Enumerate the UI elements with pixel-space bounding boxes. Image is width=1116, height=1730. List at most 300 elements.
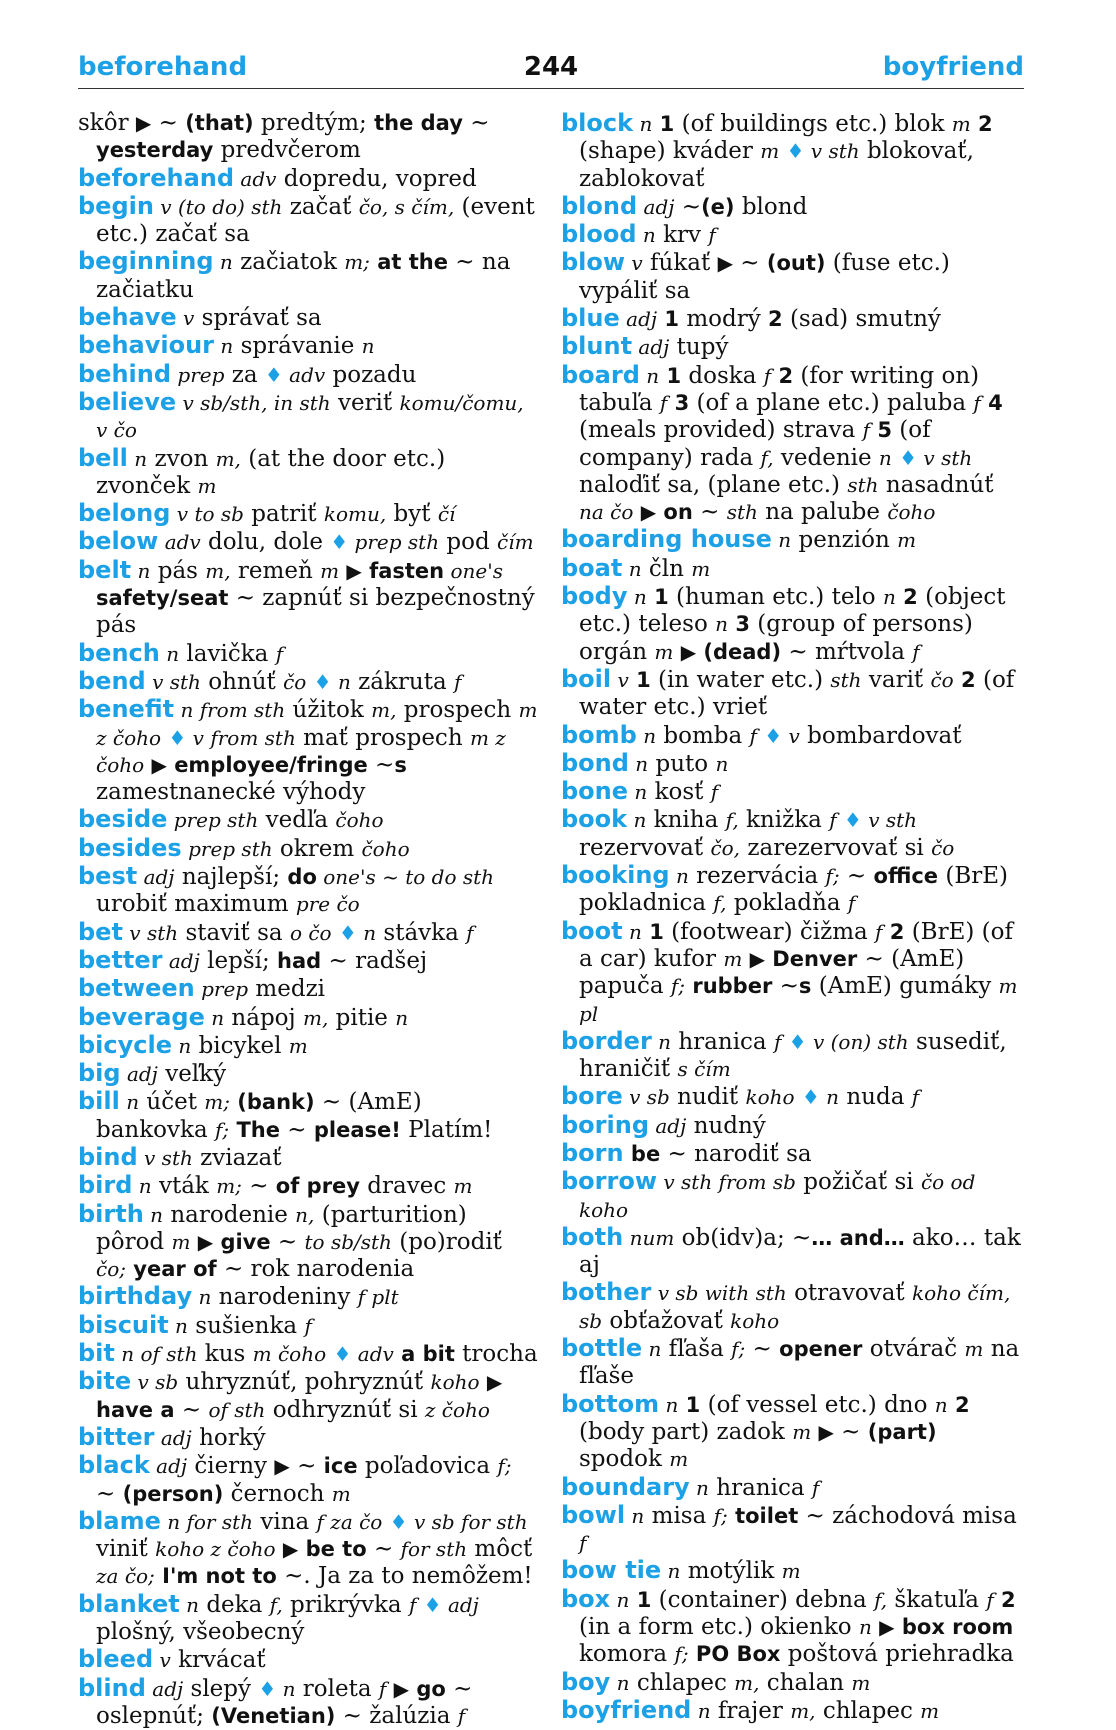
grammar-label: v sth from sb [657, 1170, 796, 1195]
grammar-label: m [288, 1033, 308, 1058]
translation-text: chalan [759, 1669, 852, 1696]
headword: blanket [78, 1589, 180, 1618]
translation-text [629, 1587, 636, 1613]
grammar-label: čo; [96, 1257, 126, 1282]
translation-text [652, 111, 659, 137]
headword: beforehand [78, 163, 235, 192]
dictionary-entry [561, 555, 1024, 583]
example-phrase: 2 [889, 919, 905, 944]
translation-text: (meals provided) strava [579, 417, 863, 444]
translation-text: vina [253, 1508, 317, 1535]
grammar-label: n [168, 1313, 188, 1338]
translation-text: zamestnanecké výhody [96, 779, 366, 806]
translation-text [647, 584, 654, 610]
grammar-label: f, [760, 445, 774, 470]
dictionary-entry [561, 778, 1024, 806]
translation-text: (footwear) čižma [663, 918, 876, 945]
grammar-label: n [628, 751, 649, 776]
grammar-label: n [691, 1698, 711, 1723]
grammar-label: f [579, 1531, 587, 1556]
grammar-label: n [622, 919, 642, 944]
grammar-label: f [773, 1029, 782, 1054]
translation-text: penzión [791, 527, 898, 554]
grammar-label: m [320, 558, 340, 583]
headword: blame [78, 1506, 161, 1535]
headword: big [78, 1059, 121, 1088]
translation-text: prikrývka [282, 1591, 409, 1618]
arrow-icon: ▶ [135, 111, 152, 135]
translation-text: misa [644, 1502, 714, 1529]
translation-text: ~ [151, 110, 186, 136]
translation-text: škatuľa [887, 1586, 987, 1613]
translation-text: (human etc.) telo [668, 584, 883, 611]
grammar-label: n [715, 612, 729, 637]
grammar-label: sth [847, 472, 879, 497]
headword: behave [78, 303, 177, 332]
headword: better [78, 945, 163, 974]
grammar-label: n [395, 1005, 409, 1030]
example-phrase: 1 [636, 667, 651, 692]
translation-text: (of water etc.) vrieť [579, 666, 1015, 721]
example-phrase: 2 [903, 585, 918, 610]
grammar-label: adv [234, 166, 277, 191]
grammar-label: v sb/sth, in sth [176, 390, 331, 415]
example-phrase: Denver [772, 946, 858, 971]
translation-text: bomba [656, 722, 750, 749]
translation-text: môcť [467, 1536, 533, 1563]
headword: blue [561, 304, 620, 333]
example-phrase: The [236, 1117, 280, 1142]
example-phrase: I'm not to [162, 1564, 277, 1589]
grammar-label: n, [295, 1202, 315, 1227]
example-phrase: 4 [988, 390, 1003, 415]
grammar-label: n [143, 1202, 164, 1227]
translation-text: ~ narodiť sa [660, 1140, 812, 1167]
grammar-label: v sth [137, 1145, 193, 1170]
translation-text: (container) debna [651, 1586, 875, 1613]
diamond-icon: ♦ [423, 1592, 442, 1617]
example-phrase: (person) [122, 1481, 224, 1506]
grammar-label: n [715, 751, 729, 776]
grammar-label: f [973, 390, 981, 415]
grammar-label: čoho [335, 808, 384, 833]
headword: blow [561, 248, 626, 277]
example-phrase: … and… [811, 1225, 905, 1250]
grammar-label: n [858, 1615, 872, 1640]
grammar-label: m [691, 556, 711, 581]
headword: boy [561, 1667, 611, 1696]
headword: bend [78, 666, 146, 695]
dictionary-entry [561, 526, 1024, 554]
translation-text: poštová priehradka [780, 1641, 1014, 1668]
grammar-label: v sb [622, 1085, 670, 1110]
grammar-label: f [862, 418, 871, 443]
headword: boil [561, 664, 612, 693]
translation-text: zákruta [350, 668, 454, 695]
example-phrase: 2 [961, 667, 976, 692]
arrow-icon: ▶ [818, 1419, 834, 1444]
grammar-label: n [204, 1005, 225, 1030]
translation-text: sušienka [187, 1312, 305, 1339]
grammar-label: n [636, 723, 657, 748]
grammar-label: f [457, 1703, 466, 1728]
translation-text [994, 1587, 1001, 1613]
translation-text: (AmE) gumáky [811, 973, 999, 1000]
headword: both [561, 1222, 624, 1251]
grammar-label: f; [215, 1117, 230, 1142]
translation-text: zviazať [192, 1144, 282, 1171]
grammar-label: m; [216, 1174, 242, 1199]
translation-text: staviť sa [178, 919, 290, 946]
example-phrase: (e) [701, 194, 735, 219]
grammar-label: f [911, 1085, 920, 1110]
header-first-word: beforehand [78, 52, 248, 82]
translation-text: bombardovať [799, 722, 962, 749]
dictionary-entry [561, 1586, 1024, 1669]
grammar-label: n [628, 780, 648, 805]
grammar-label: m, [790, 1698, 816, 1723]
grammar-label: m [920, 1698, 940, 1723]
grammar-label: n for sth [160, 1509, 254, 1534]
translation-text: krvácať [170, 1647, 266, 1674]
grammar-label: m [964, 1337, 984, 1362]
grammar-label: f [763, 363, 772, 388]
translation-text: ~ [289, 1453, 324, 1480]
diamond-icon: ♦ [764, 723, 783, 748]
diamond-icon: ♦ [330, 530, 349, 555]
dictionary-entry [78, 1452, 538, 1508]
grammar-label: adj [632, 335, 670, 360]
grammar-label: m z čoho [96, 698, 538, 750]
translation-text: variť [861, 666, 931, 693]
grammar-label: f [710, 780, 719, 805]
grammar-label: n [361, 334, 375, 359]
grammar-label: m z čoho [96, 725, 506, 777]
headword: bitter [78, 1422, 155, 1451]
grammar-label: prep [194, 977, 249, 1002]
translation-text: (event etc.) začať sa [96, 193, 535, 248]
grammar-label: koho [745, 1085, 795, 1110]
grammar-label: čoho [361, 836, 410, 861]
example-phrase: fasten [369, 558, 445, 583]
translation-text: modrý [679, 306, 769, 333]
translation-text: dopredu, vopred [276, 165, 477, 192]
headword: beginning [78, 247, 214, 276]
translation-text: patriť [243, 501, 324, 528]
translation-text: kniha [646, 807, 726, 834]
example-phrase: 1 [664, 307, 680, 332]
grammar-label: v sb with sth [651, 1281, 787, 1306]
grammar-label: n [622, 556, 642, 581]
grammar-label: v sth [122, 920, 179, 945]
dictionary-entry [78, 500, 538, 528]
dictionary-entry [561, 1474, 1024, 1502]
grammar-label: m [851, 1670, 871, 1695]
headword: below [78, 527, 159, 556]
translation-text [382, 1509, 389, 1535]
dictionary-entry [78, 696, 538, 806]
grammar-label: v [782, 723, 800, 748]
headword: bench [78, 638, 160, 667]
translation-text [394, 1341, 401, 1367]
translation-text: veriť [330, 389, 400, 416]
translation-text: otvárač [862, 1336, 965, 1363]
translation-text: ~ [174, 1396, 209, 1423]
headword: bell [78, 443, 128, 472]
example-phrase: toilet [735, 1503, 799, 1528]
grammar-label: adv [282, 362, 326, 387]
headword: benefit [78, 695, 175, 724]
grammar-label: prep sth [181, 836, 273, 861]
grammar-label: n [661, 1559, 681, 1584]
diamond-icon: ♦ [801, 1085, 820, 1110]
dictionary-entry [561, 1697, 1024, 1725]
diamond-icon: ♦ [264, 362, 283, 387]
grammar-label: adj [649, 1113, 687, 1138]
translation-text: ~ záchodová misa [798, 1502, 1017, 1529]
dictionary-entry [78, 1283, 538, 1311]
grammar-label: adj [637, 194, 675, 219]
headword: board [561, 360, 640, 389]
translation-text: na palube [757, 499, 888, 526]
grammar-label: koho čím, sb [579, 1281, 1011, 1333]
headword: bind [78, 1142, 138, 1171]
arrow-icon: ▶ [282, 1537, 299, 1562]
grammar-label: koho z čoho [155, 1537, 276, 1562]
dictionary-entry [78, 1368, 538, 1424]
grammar-label: f [847, 891, 856, 916]
dictionary-entry [78, 1201, 538, 1284]
header-last-word: boyfriend [882, 52, 1024, 82]
translation-text: narodeniny [211, 1284, 358, 1311]
diamond-icon: ♦ [843, 808, 862, 833]
headword: birthday [78, 1282, 193, 1311]
grammar-label: n [192, 1285, 212, 1310]
translation-text: pod [439, 529, 498, 556]
headword: borrow [561, 1167, 657, 1196]
grammar-label: m [951, 112, 971, 136]
translation-text [190, 1229, 197, 1255]
translation-text: ~ [279, 1116, 314, 1143]
grammar-label: čo od koho [579, 1170, 976, 1222]
headword: bone [561, 777, 629, 806]
translation-text: stávka [376, 919, 467, 946]
grammar-label: f za čo [316, 1509, 383, 1534]
grammar-label: n [213, 250, 233, 275]
example-phrase: 2 [1001, 1587, 1016, 1612]
dictionary-entry [78, 668, 538, 696]
headword: between [78, 974, 195, 1003]
diamond-icon: ♦ [333, 1342, 352, 1367]
headword: belong [78, 499, 171, 528]
translation-text: naloďiť sa, (plane etc.) [579, 471, 848, 498]
dictionary-entry [561, 1557, 1024, 1585]
grammar-label: f, [713, 891, 727, 916]
translation-text [678, 1392, 685, 1418]
example-phrase: s [798, 974, 812, 999]
example-phrase: 1 [666, 363, 682, 388]
grammar-label: adj [145, 1676, 184, 1701]
translation-text: lepší; [199, 947, 278, 974]
grammar-label: o čo [289, 920, 332, 945]
translation-text: uhryznúť, pohryznúť [178, 1369, 431, 1396]
grammar-label: n [689, 1475, 709, 1500]
example-phrase: 1 [649, 919, 664, 944]
example-phrase: 1 [659, 112, 675, 136]
translation-text: plošný, všeobecný [96, 1619, 305, 1646]
translation-text: deka [199, 1591, 270, 1618]
grammar-label: čím [497, 530, 534, 555]
grammar-label: m; [204, 1090, 230, 1115]
grammar-label: n [172, 1033, 192, 1058]
grammar-label: n [627, 808, 647, 833]
grammar-label: koho [730, 1308, 780, 1333]
dictionary-entry [561, 1083, 1024, 1111]
headword: bite [78, 1367, 132, 1396]
dictionary-entry [561, 806, 1024, 862]
dictionary-entry [561, 1669, 1024, 1697]
grammar-label: prep sth [348, 530, 440, 555]
translation-text: ~ (AmE) papuča [579, 945, 965, 1000]
grammar-label: adj [120, 1062, 158, 1087]
translation-text: ~ [96, 1480, 123, 1507]
translation-text [667, 390, 674, 416]
grammar-label: f [829, 808, 837, 833]
example-phrase: 3 [735, 612, 750, 637]
translation-text: susediť, hraničiť [579, 1028, 1007, 1083]
grammar-label: čo [930, 667, 954, 692]
translation-text: pitie [328, 1004, 396, 1031]
dictionary-entry [561, 333, 1024, 361]
example-phrase: 5 [877, 418, 892, 443]
grammar-label: v (on) sth [806, 1029, 909, 1054]
dictionary-entry [561, 1502, 1024, 1558]
translation-text [779, 138, 786, 164]
grammar-label: n [878, 445, 892, 470]
translation-text: okrem [272, 835, 362, 862]
grammar-label: f [912, 639, 920, 664]
headword: beverage [78, 1002, 205, 1031]
headword: black [78, 1451, 150, 1480]
grammar-label: f; [674, 1642, 689, 1667]
translation-text: roleta [295, 1675, 379, 1702]
grammar-label: čo [931, 835, 955, 860]
translation-text: horký [191, 1424, 266, 1451]
headword: bowl [561, 1500, 626, 1529]
grammar-label: adj [149, 1454, 188, 1479]
headword: boat [561, 553, 623, 582]
grammar-label: m, [371, 698, 397, 723]
grammar-label: m [781, 1559, 801, 1584]
headword: believe [78, 387, 177, 416]
grammar-label: f; [731, 1337, 746, 1362]
dictionary-entry [78, 248, 538, 304]
headword: boring [561, 1110, 649, 1139]
grammar-label: v [153, 1648, 171, 1673]
translation-text: trocha [454, 1341, 538, 1368]
dictionary-entry [561, 1279, 1024, 1335]
example-phrase: rubber [692, 974, 773, 999]
headword: bottom [561, 1389, 660, 1418]
diamond-icon: ♦ [338, 920, 357, 945]
grammar-label: n [639, 363, 660, 388]
arrow-icon: ▶ [151, 752, 167, 777]
dictionary-entry [561, 862, 1024, 918]
grammar-label: čo [283, 669, 307, 694]
grammar-label: n [610, 1587, 630, 1612]
translation-text: (fuse etc.) vypáliť sa [579, 250, 950, 304]
translation-text: účet [139, 1089, 205, 1116]
headword: blunt [561, 332, 633, 361]
arrow-icon: ▶ [274, 1454, 290, 1479]
headword: birth [78, 1199, 144, 1228]
translation-text: knižka [738, 807, 830, 834]
diamond-icon: ♦ [258, 1676, 277, 1701]
grammar-label: komu/čomu, v čo [96, 390, 524, 443]
example-phrase: on [663, 500, 693, 525]
headword: bleed [78, 1645, 154, 1674]
translation-text: veľký [157, 1061, 227, 1088]
translation-text: ~ [241, 1173, 276, 1200]
grammar-label: prep sth [167, 808, 259, 833]
dictionary-entry [78, 919, 538, 947]
translation-text [629, 667, 636, 693]
grammar-label: adj [137, 865, 175, 890]
dictionary-entry [78, 557, 538, 640]
grammar-label: n [633, 112, 653, 136]
translation-text: bicykel [191, 1032, 289, 1059]
grammar-label: v sb [131, 1370, 179, 1395]
translation-text: vedľa [258, 807, 336, 834]
diamond-icon: ♦ [313, 669, 332, 694]
grammar-label: m [792, 1419, 812, 1444]
grammar-label: za čo; [96, 1564, 155, 1589]
grammar-label: n [276, 1676, 296, 1701]
dictionary-entry [561, 583, 1024, 666]
translation-text: nudiť [669, 1084, 746, 1111]
grammar-label: adj [162, 948, 200, 973]
grammar-label: f [304, 1313, 312, 1338]
grammar-label: adv [158, 530, 201, 555]
example-phrase: have a [96, 1397, 175, 1422]
page-header [78, 52, 1024, 92]
translation-text: vták [151, 1173, 217, 1200]
translation-text: ~ žalúzia [335, 1702, 458, 1729]
arrow-icon: ▶ [486, 1370, 503, 1395]
grammar-label: n [819, 1085, 840, 1110]
translation-text: predvčerom [213, 137, 361, 164]
grammar-label: m [760, 139, 780, 164]
dictionary-entry [78, 1032, 538, 1060]
grammar-label: n [119, 1090, 140, 1115]
diamond-icon: ♦ [168, 725, 187, 750]
translation-text: spodok [579, 1446, 670, 1473]
grammar-label: one's ~ to do sth [316, 865, 495, 890]
arrow-icon: ▶ [197, 1229, 214, 1254]
headword: block [561, 109, 634, 137]
translation-text [954, 667, 961, 693]
grammar-label: f; [825, 864, 840, 889]
translation-text: slepý [183, 1675, 259, 1702]
translation-text [971, 111, 978, 137]
translation-text: (of vessel etc.) dno [700, 1391, 935, 1418]
example-phrase: (Venetian) [211, 1703, 336, 1728]
arrow-icon: ▶ [640, 500, 657, 525]
dictionary-entry [78, 1004, 538, 1032]
right-column [561, 110, 1024, 1725]
translation-text: ~. Ja za to nemôžem! [276, 1563, 533, 1590]
example-phrase: 1 [685, 1392, 701, 1417]
